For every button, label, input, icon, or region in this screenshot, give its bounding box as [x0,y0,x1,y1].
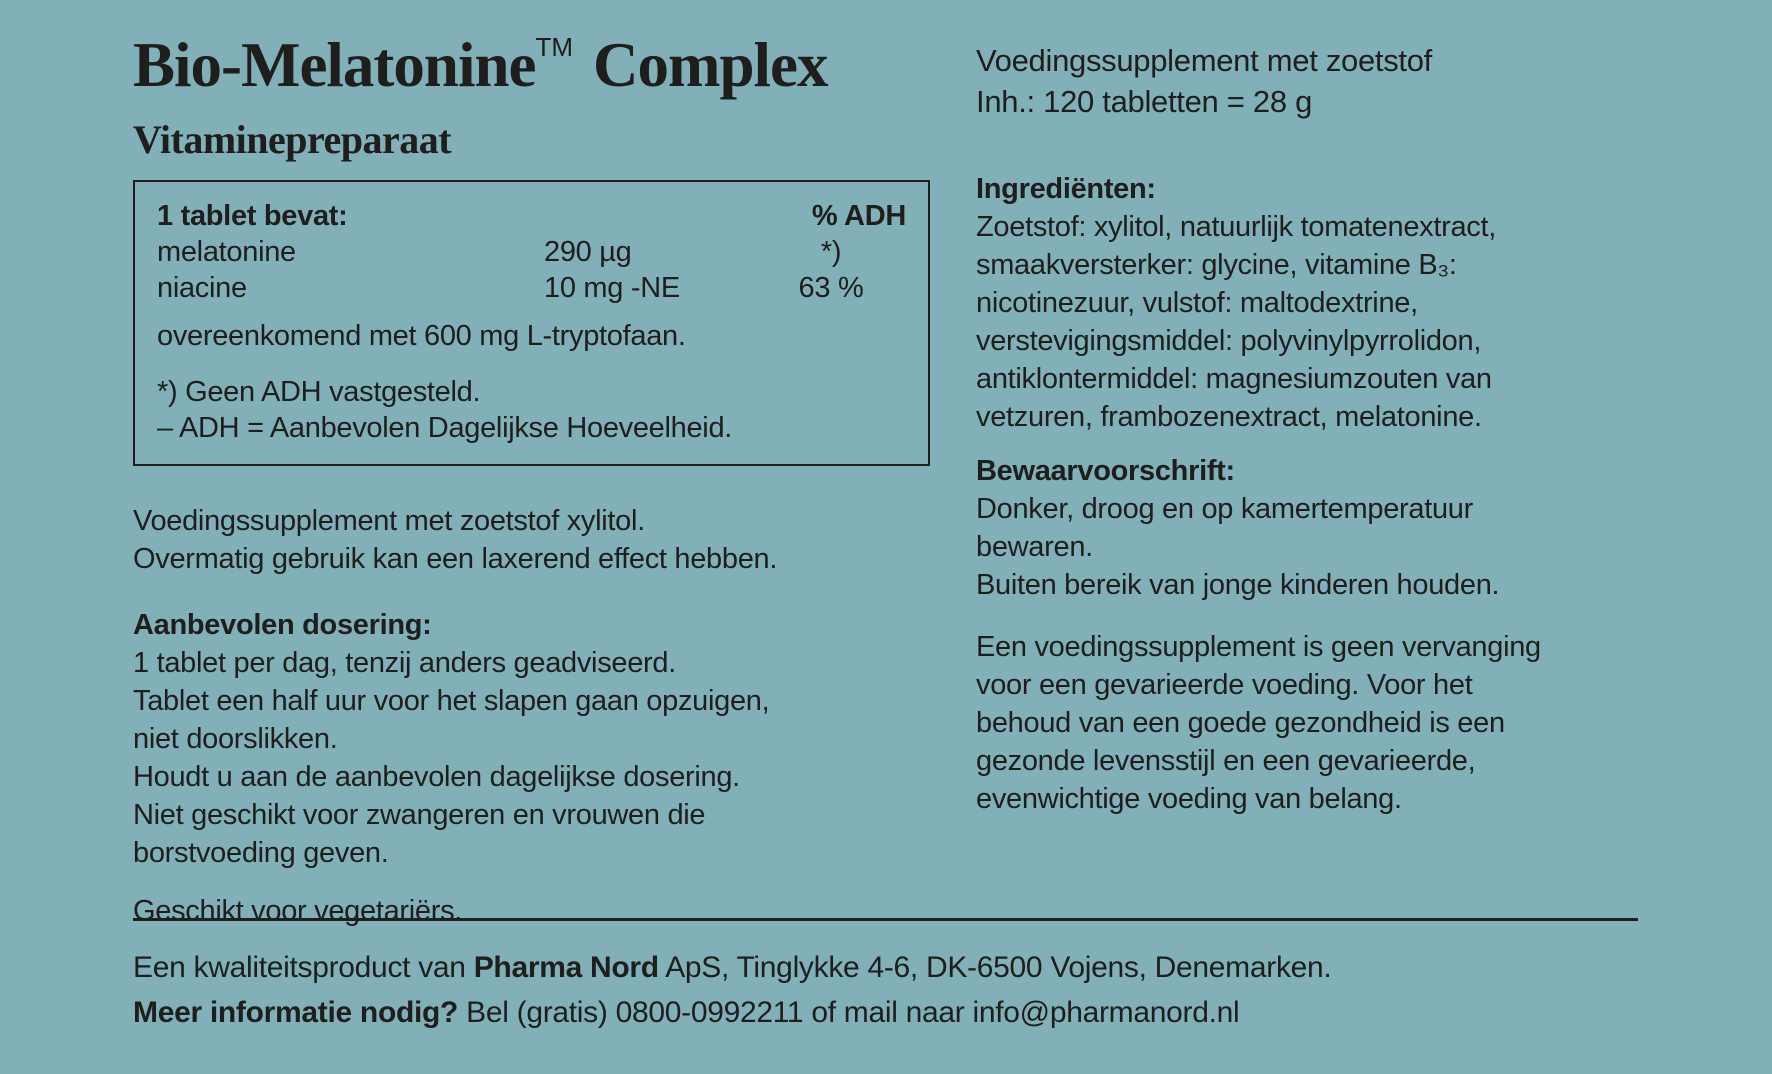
disclaimer-line: behoud van een goede gezondheid is een [976,707,1505,739]
manufacturer-line [133,948,1331,988]
ingredients-line: Zoetstof: xylitol, natuurlijk tomatenextract, [976,211,1496,243]
ingredients-section [976,170,1696,436]
dosage-line: niet doorslikken. [133,723,338,755]
contact-details: Bel (gratis) 0800-0992211 of mail naar info@pharmanord.nl [458,996,1240,1029]
nutrient-amount: 290 µg [544,236,632,268]
storage-section [976,452,1696,604]
disclaimer-line: evenwichtige voeding van belang. [976,783,1402,815]
sweetener-note-line: Voedingssupplement met zoetstof xylitol. [133,505,645,537]
nutrient-amount: 10 mg -NE [544,272,680,304]
nutrition-header-row [157,198,906,234]
dosage-line: borstvoeding geven. [133,837,389,869]
nutrient-name: niacine [157,272,247,304]
ingredients-line: antiklontermiddel: magnesiumzouten van [976,363,1492,395]
ingredients-line: verstevigingsmiddel: polyvinylpyrrolidon, [976,325,1482,357]
nutrient-adh: 63 % [798,272,864,304]
product-title-main: Bio-Melatonine [133,30,536,100]
contact-line [133,993,1239,1033]
dosage-line: Niet geschikt voor zwangeren en vrouwen die [133,799,706,831]
disclaimer-section [976,628,1696,818]
storage-line: Buiten bereik van jonge kinderen houden. [976,569,1500,601]
nutrient-adh: *) [820,236,842,268]
dosage-section [133,606,933,872]
ingredients-heading: Ingrediënten: [976,173,1156,205]
manufacturer-text-pre: Een kwaliteitsproduct van [133,951,474,984]
nutrient-name: melatonine [157,236,296,268]
manufacturer-address: ApS, Tinglykke 4-6, DK-6500 Vojens, Denemarken. [658,951,1332,984]
manufacturer-brand: Pharma Nord [473,951,659,984]
disclaimer-line: voor een gevarieerde voeding. Voor het [976,669,1473,701]
ingredients-line: nicotinezuur, vulstof: maltodextrine, [976,287,1418,319]
sweetener-note [133,502,933,578]
nutrition-row-niacine [157,270,906,306]
footer-divider [133,918,1638,921]
product-title [133,30,933,112]
dosage-heading: Aanbevolen dosering: [133,609,432,641]
storage-line: bewaren. [976,531,1093,563]
storage-heading: Bewaarvoorschrift: [976,455,1235,487]
storage-line: Donker, droog en op kamertemperatuur [976,493,1473,525]
right-column [976,40,1696,818]
dosage-line: 1 tablet per dag, tenzij anders geadviseerd. [133,647,676,679]
disclaimer-line: Een voedingssupplement is geen vervanging [976,631,1541,663]
sweetener-note-line: Overmatig gebruik kan een laxerend effect hebben. [133,543,778,575]
contact-question: Meer informatie nodig? [133,996,459,1029]
trademark-symbol: TM [535,32,573,62]
dosage-line: Houdt u aan de aanbevolen dagelijkse dosering. [133,761,740,793]
nutrition-row-melatonine [157,234,906,270]
adh-footnote-2: – ADH = Aanbevolen Dagelijkse Hoeveelheid. [157,412,733,444]
nutrition-header-adh: % ADH [811,200,906,232]
pack-contents: Inh.: 120 tabletten = 28 g [976,84,1313,119]
nutrition-header-left: 1 tablet bevat: [157,200,348,232]
disclaimer-line: gezonde levensstijl en een gevarieerde, [976,745,1476,777]
adh-footnote-1: *) Geen ADH vastgesteld. [157,376,481,408]
pack-type: Voedingssupplement met zoetstof [976,43,1432,78]
pack-info [976,40,1696,122]
product-subtitle: Vitaminepreparaat [133,117,452,162]
ingredients-line: smaakversterker: glycine, vitamine B₃: [976,249,1457,281]
nutrition-box [133,180,930,466]
vegetarian-note: Geschikt voor vegetariërs. [133,895,463,927]
ingredients-line: vetzuren, frambozenextract, melatonine. [976,401,1482,433]
adh-footnotes [157,374,906,446]
dosage-line: Tablet een half uur voor het slapen gaan opzuigen, [133,685,770,717]
equivalence-note: overeenkomend met 600 mg L-tryptofaan. [157,320,686,352]
product-title-suffix: Complex [593,30,828,100]
left-column [133,30,933,930]
